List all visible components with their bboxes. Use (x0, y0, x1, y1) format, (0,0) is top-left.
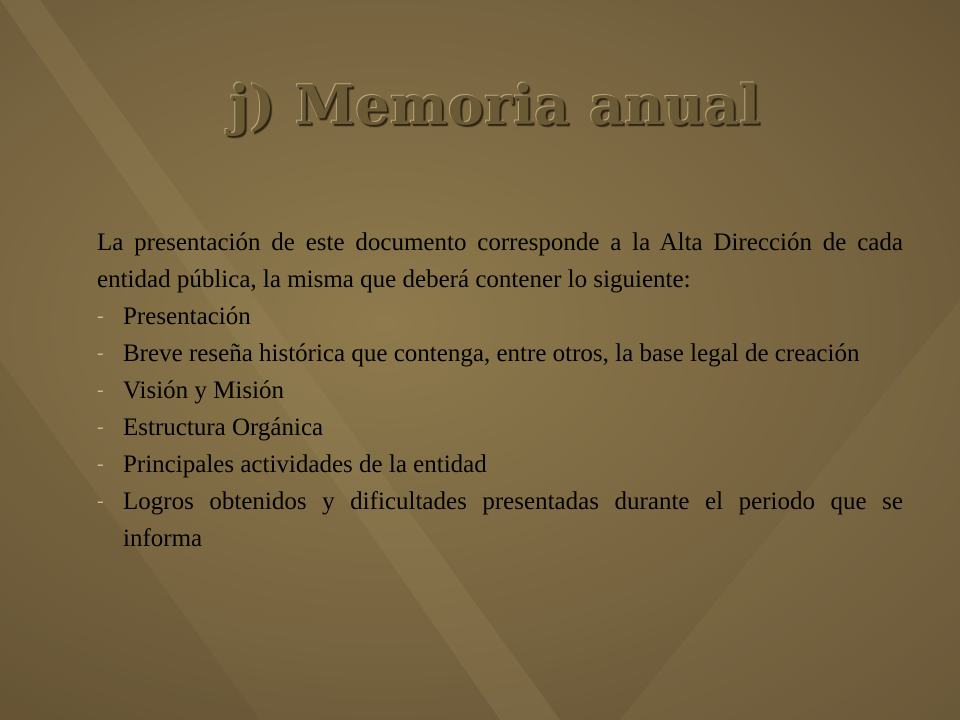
content-list (97, 298, 903, 557)
list-item (97, 298, 903, 335)
list-item (97, 483, 903, 557)
list-item-text: Logros obtenidos y dificultades presentadas durante el periodo que se informa (123, 488, 903, 552)
intro-paragraph: La presentación de este documento corresponde a la Alta Dirección de cada entidad pública, la misma que deberá contener lo siguiente: (97, 229, 903, 293)
list-item-text: Estructura Orgánica (123, 414, 324, 441)
bullet-dash-icon: - (97, 342, 104, 364)
slide-title: j) Memoria anual (229, 73, 761, 137)
bullet-dash-icon: - (97, 305, 104, 327)
list-item-text: Breve reseña histórica que contenga, entre otros, la base legal de creación (123, 340, 860, 367)
bullet-dash-icon: - (97, 416, 104, 438)
list-item (97, 409, 903, 446)
list-item-text: Presentación (123, 303, 251, 330)
list-item (97, 446, 903, 483)
list-item (97, 335, 903, 372)
list-item-text: Visión y Misión (123, 377, 285, 404)
bullet-dash-icon: - (97, 453, 104, 475)
bullet-dash-icon: - (97, 379, 104, 401)
slide-body (97, 224, 903, 557)
list-item-text: Principales actividades de la entidad (123, 451, 487, 478)
list-item (97, 372, 903, 409)
bullet-dash-icon: - (97, 490, 104, 512)
